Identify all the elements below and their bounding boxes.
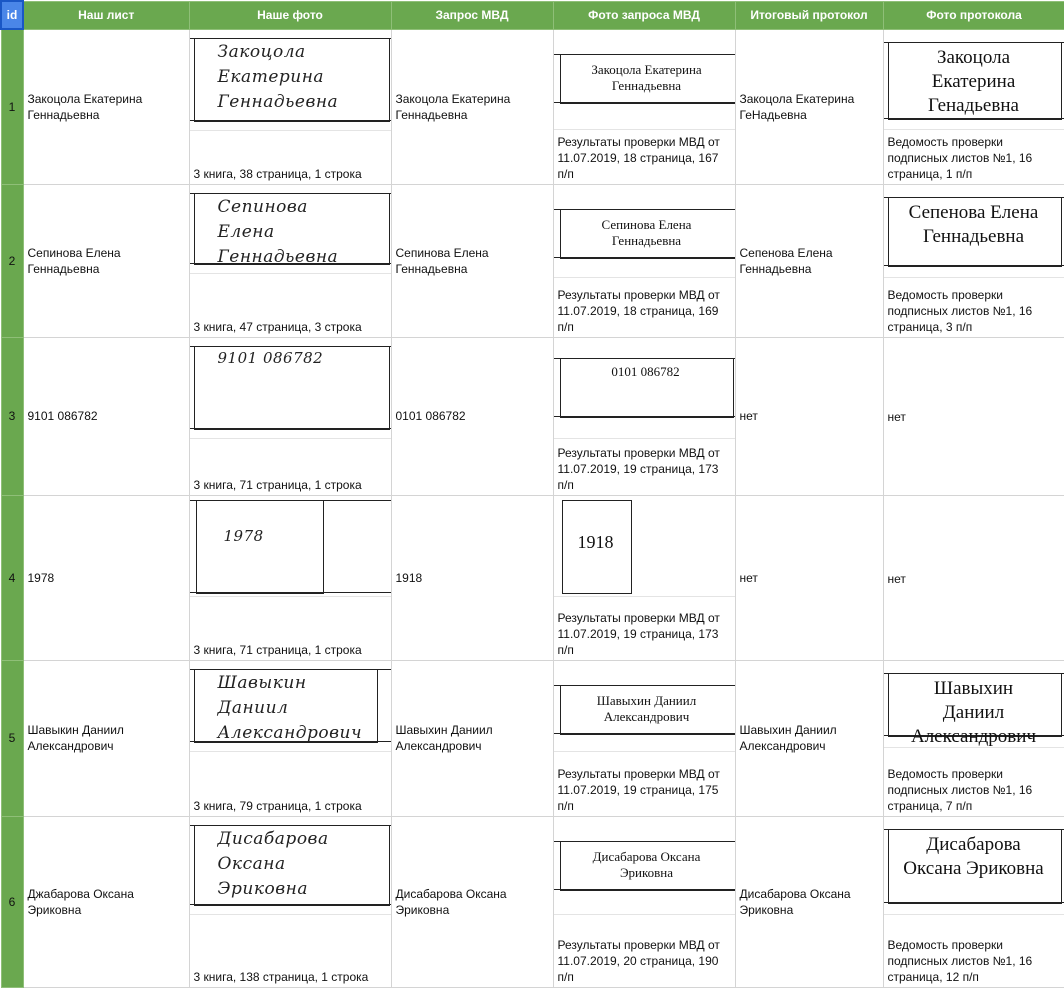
protocol-photo-cell[interactable] — [883, 184, 1064, 337]
mvd-photo-cell[interactable] — [553, 184, 735, 337]
mvd-photo-cell-caption-text: Результаты проверки МВД от 11.07.2019, 18 страница, 167 п/п — [558, 134, 731, 182]
our-sheet-cell-text: Сепинова Елена Геннадьевна — [28, 246, 121, 276]
our-photo-cell-scan-text — [218, 40, 339, 115]
scan-line — [190, 500, 391, 502]
scan-text-line: Геннадьевна — [888, 225, 1060, 249]
our-photo-cell-scan-image — [190, 661, 391, 752]
table-row — [1, 29, 1064, 184]
scan-text-line: Сепинова — [218, 195, 339, 220]
protocol-photo-cell-caption-text: Ведомость проверки подписных листов №1, 16 страница, 3 п/п — [888, 287, 1061, 335]
our-photo-cell-scan-text — [218, 671, 363, 746]
scan-text-line: Закоцола — [218, 40, 339, 65]
protocol-photo-cell-caption — [884, 915, 1064, 987]
our-photo-cell-scan-text — [218, 348, 324, 368]
scan-text-line: 0101 086782 — [560, 364, 732, 380]
our-sheet-cell-text: 1978 — [28, 571, 55, 585]
scan-line — [190, 904, 391, 906]
protocol-photo-cell-caption — [884, 278, 1064, 337]
protocol-photo-cell-scan-image — [884, 661, 1064, 748]
mvd-request-cell-text: 1918 — [396, 571, 423, 585]
our-sheet-cell-text: Шавыкин Даниил Александрович — [28, 723, 124, 753]
mvd-photo-cell[interactable] — [553, 816, 735, 987]
protocol-photo-cell[interactable] — [883, 29, 1064, 184]
our-photo-cell-scan-image — [190, 30, 391, 131]
scan-text-line: Сепенова Елена — [888, 201, 1060, 225]
scan-text-line: Даниил — [218, 696, 363, 721]
final-protocol-cell[interactable] — [735, 337, 883, 495]
scan-line — [190, 428, 391, 430]
row-id[interactable]: 3 — [1, 337, 23, 495]
our-photo-cell[interactable] — [189, 660, 391, 816]
scan-line — [554, 733, 735, 735]
table-row — [1, 660, 1064, 816]
protocol-photo-cell-caption-text: нет — [888, 571, 906, 587]
our-photo-cell-caption-text: 3 книга, 138 страница, 1 строка — [194, 969, 369, 985]
protocol-photo-cell-scan-image — [884, 30, 1064, 130]
mvd-photo-cell-caption — [554, 597, 735, 660]
table-row — [1, 184, 1064, 337]
final-protocol-cell[interactable] — [735, 495, 883, 660]
scan-text-line: Александрович — [218, 721, 363, 746]
scan-line — [190, 592, 391, 594]
mvd-request-cell-text: Закоцола Екатерина Геннадьевна — [396, 92, 511, 122]
scan-text-line: 1978 — [224, 526, 264, 546]
our-photo-cell-caption — [190, 439, 391, 495]
scan-text-line: Александрович — [560, 709, 734, 725]
scan-line — [884, 197, 1064, 199]
protocol-photo-cell-caption — [884, 338, 1064, 495]
scan-line — [554, 416, 735, 418]
mvd-photo-cell-scan-text — [560, 217, 734, 249]
row-id[interactable]: 4 — [1, 495, 23, 660]
row-id[interactable]: 1 — [1, 29, 23, 184]
mvd-photo-cell-scan-image — [554, 661, 735, 752]
our-photo-cell-caption-text: 3 книга, 71 страница, 1 строка — [194, 642, 362, 658]
our-photo-cell-scan-image — [190, 185, 391, 274]
scan-text-line: Екатерина — [888, 70, 1060, 94]
mvd-photo-cell-scan-image — [554, 817, 735, 915]
protocol-photo-cell[interactable] — [883, 337, 1064, 495]
scan-line — [884, 265, 1064, 267]
mvd-photo-cell-caption — [554, 439, 735, 495]
scan-text-line: 1918 — [562, 534, 630, 550]
mvd-request-cell[interactable] — [391, 660, 553, 816]
mvd-photo-cell-scan-text — [560, 849, 734, 881]
scan-line — [884, 42, 1064, 44]
our-photo-cell-scan-text — [218, 827, 329, 902]
protocol-photo-cell-scan-image — [884, 185, 1064, 278]
final-protocol-cell-text: Дисабарова Оксана Эриковна — [740, 887, 851, 917]
scan-text-line: Елена — [218, 220, 339, 245]
scan-text-line: Дисабарова Оксана — [560, 849, 734, 865]
our-photo-cell-scan-image — [190, 338, 391, 439]
protocol-photo-cell-caption-text: нет — [888, 409, 906, 425]
our-photo-cell-scan-text — [224, 526, 264, 546]
scan-text-line: Екатерина — [218, 65, 339, 90]
our-sheet-cell[interactable] — [23, 816, 189, 987]
protocol-photo-cell-caption-text: Ведомость проверки подписных листов №1, 16 страница, 12 п/п — [888, 937, 1061, 985]
our-photo-cell[interactable] — [189, 29, 391, 184]
our-sheet-cell-text: 9101 086782 — [28, 409, 98, 423]
final-protocol-cell[interactable] — [735, 29, 883, 184]
scan-frame — [196, 500, 324, 594]
protocol-photo-cell[interactable] — [883, 660, 1064, 816]
mvd-photo-cell-scan-text — [560, 364, 732, 380]
mvd-photo-cell-scan-text — [560, 62, 734, 94]
scan-line — [554, 685, 735, 687]
protocol-photo-cell-scan-image — [884, 817, 1064, 915]
mvd-photo-cell-caption — [554, 915, 735, 987]
mvd-request-cell[interactable] — [391, 184, 553, 337]
protocol-photo-cell-scan-text — [888, 46, 1060, 118]
our-sheet-cell[interactable] — [23, 660, 189, 816]
mvd-request-cell[interactable] — [391, 29, 553, 184]
our-photo-cell[interactable] — [189, 816, 391, 987]
mvd-request-cell-text: Дисабарова Оксана Эриковна — [396, 887, 507, 917]
scan-text-line: Шавыхин Даниил — [560, 693, 734, 709]
our-sheet-cell[interactable] — [23, 337, 189, 495]
scan-line — [554, 358, 735, 360]
scan-text-line: Шавыкин — [218, 671, 363, 696]
our-photo-cell[interactable] — [189, 184, 391, 337]
header-mvd-photo[interactable]: Фото запроса МВД — [553, 1, 735, 29]
final-protocol-cell[interactable] — [735, 660, 883, 816]
protocol-photo-cell-caption — [884, 748, 1064, 816]
scan-text-line: Дисабарова — [888, 833, 1060, 857]
table-row — [1, 337, 1064, 495]
scan-text-line: Эриковна — [560, 865, 734, 881]
row-id[interactable]: 5 — [1, 660, 23, 816]
final-protocol-cell-text: Закоцола Екатерина ГеНадьевна — [740, 92, 855, 122]
header-row — [1, 1, 1064, 29]
our-sheet-cell-text: Джабарова Оксана Эриковна — [28, 887, 134, 917]
our-sheet-cell[interactable] — [23, 29, 189, 184]
our-photo-cell-caption-text: 3 книга, 79 страница, 1 строка — [194, 798, 362, 814]
scan-line — [554, 257, 735, 259]
scan-text-line: Закоцола — [888, 46, 1060, 70]
mvd-request-cell-text: 0101 086782 — [396, 409, 466, 423]
header-our-photo[interactable]: Наше фото — [189, 1, 391, 29]
mvd-request-cell[interactable] — [391, 337, 553, 495]
our-photo-cell[interactable] — [189, 337, 391, 495]
mvd-photo-cell-caption-text: Результаты проверки МВД от 11.07.2019, 18 страница, 169 п/п — [558, 287, 731, 335]
protocol-photo-cell-scan-text — [888, 677, 1060, 748]
header-protocol-photo[interactable]: Фото протокола — [883, 1, 1064, 29]
mvd-photo-cell-scan-text — [560, 693, 734, 725]
scan-text-line: Геннадьевна — [218, 245, 339, 270]
scan-text-line: Сепинова Елена — [560, 217, 734, 233]
header-our-sheet[interactable]: Наш лист — [23, 1, 189, 29]
mvd-photo-cell-scan-image — [554, 185, 735, 278]
our-photo-cell-scan-image — [190, 817, 391, 915]
scan-line — [554, 209, 735, 211]
scan-line — [554, 54, 735, 56]
mvd-photo-cell-caption-text: Результаты проверки МВД от 11.07.2019, 19 страница, 173 п/п — [558, 610, 731, 658]
our-sheet-cell[interactable] — [23, 184, 189, 337]
scan-line — [190, 120, 391, 122]
our-sheet-cell[interactable] — [23, 495, 189, 660]
protocol-photo-cell-caption-text: Ведомость проверки подписных листов №1, 16 страница, 1 п/п — [888, 134, 1061, 182]
mvd-photo-cell[interactable] — [553, 337, 735, 495]
mvd-photo-cell-scan-image — [554, 496, 735, 597]
scan-line — [884, 829, 1064, 831]
our-photo-cell-caption-text: 3 книга, 71 страница, 1 строка — [194, 477, 362, 493]
scan-text-line: Эриковна — [218, 877, 329, 902]
row-id[interactable]: 6 — [1, 816, 23, 987]
mvd-request-cell[interactable] — [391, 816, 553, 987]
mvd-request-cell[interactable] — [391, 495, 553, 660]
scan-line — [554, 102, 735, 104]
our-photo-cell-caption — [190, 915, 391, 987]
mvd-photo-cell-caption — [554, 278, 735, 337]
scan-text-line: Генадьевна — [888, 94, 1060, 118]
mvd-photo-cell[interactable] — [553, 495, 735, 660]
final-protocol-cell[interactable] — [735, 816, 883, 987]
our-photo-cell[interactable] — [189, 495, 391, 660]
scan-text-line: 9101 086782 — [218, 348, 324, 368]
row-id[interactable]: 2 — [1, 184, 23, 337]
mvd-photo-cell-caption — [554, 752, 735, 816]
protocol-photo-cell-caption-text: Ведомость проверки подписных листов №1, 16 страница, 7 п/п — [888, 766, 1061, 814]
our-photo-cell-caption — [190, 274, 391, 337]
mvd-photo-cell-scan-text — [562, 534, 630, 550]
scan-text-line: Оксана Эриковна — [888, 857, 1060, 881]
table-row — [1, 495, 1064, 660]
mvd-photo-cell-caption-text: Результаты проверки МВД от 11.07.2019, 19 страница, 173 п/п — [558, 445, 731, 493]
table-row — [1, 816, 1064, 987]
scan-text-line: Александрович — [888, 725, 1060, 748]
header-id[interactable]: id — [1, 1, 23, 29]
scan-line — [554, 841, 735, 843]
final-protocol-cell[interactable] — [735, 184, 883, 337]
final-protocol-cell-text: Сепенова Елена Геннадьевна — [740, 246, 833, 276]
our-sheet-cell-text: Закоцола Екатерина Геннадьевна — [28, 92, 143, 122]
mvd-photo-cell-scan-image — [554, 338, 735, 439]
scan-text-line: Шавыхин — [888, 677, 1060, 701]
protocol-photo-cell[interactable] — [883, 495, 1064, 660]
mvd-request-cell-text: Шавыхин Даниил Александрович — [396, 723, 493, 753]
scan-line — [884, 118, 1064, 120]
scan-text-line: Даниил — [888, 701, 1060, 725]
our-photo-cell-caption — [190, 597, 391, 660]
scan-line — [884, 673, 1064, 675]
our-photo-cell-caption-text: 3 книга, 38 страница, 1 строка — [194, 166, 362, 182]
scan-text-line: Дисабарова — [218, 827, 329, 852]
our-photo-cell-scan-image — [190, 496, 391, 597]
scan-line — [884, 902, 1064, 904]
mvd-photo-cell[interactable] — [553, 29, 735, 184]
our-photo-cell-scan-text — [218, 195, 339, 270]
scan-text-line: Геннадьевна — [218, 90, 339, 115]
protocol-photo-cell-scan-text — [888, 201, 1060, 249]
mvd-photo-cell[interactable] — [553, 660, 735, 816]
header-final-protocol[interactable]: Итоговый протокол — [735, 1, 883, 29]
final-protocol-cell-text: Шавыхин Даниил Александрович — [740, 723, 837, 753]
mvd-photo-cell-caption-text: Результаты проверки МВД от 11.07.2019, 19 страница, 175 п/п — [558, 766, 731, 814]
scan-text-line: Геннадьевна — [560, 233, 734, 249]
scan-text-line: Оксана — [218, 852, 329, 877]
our-photo-cell-caption-text: 3 книга, 47 страница, 3 строка — [194, 319, 362, 335]
protocol-photo-cell-caption — [884, 130, 1064, 184]
protocol-photo-cell[interactable] — [883, 816, 1064, 987]
mvd-photo-cell-caption-text: Результаты проверки МВД от 11.07.2019, 20 страница, 190 п/п — [558, 937, 731, 985]
scan-text-line: Закоцола Екатерина — [560, 62, 734, 78]
protocol-photo-cell-caption — [884, 496, 1064, 660]
header-mvd-request[interactable]: Запрос МВД — [391, 1, 553, 29]
final-protocol-cell-text: нет — [740, 571, 758, 585]
mvd-photo-cell-caption — [554, 130, 735, 184]
protocol-photo-cell-scan-text — [888, 833, 1060, 881]
mvd-photo-cell-scan-image — [554, 30, 735, 130]
scan-text-line: Геннадьевна — [560, 78, 734, 94]
our-photo-cell-caption — [190, 752, 391, 816]
our-photo-cell-caption — [190, 131, 391, 184]
scan-line — [554, 889, 735, 891]
mvd-request-cell-text: Сепинова Елена Геннадьевна — [396, 246, 489, 276]
final-protocol-cell-text: нет — [740, 409, 758, 423]
